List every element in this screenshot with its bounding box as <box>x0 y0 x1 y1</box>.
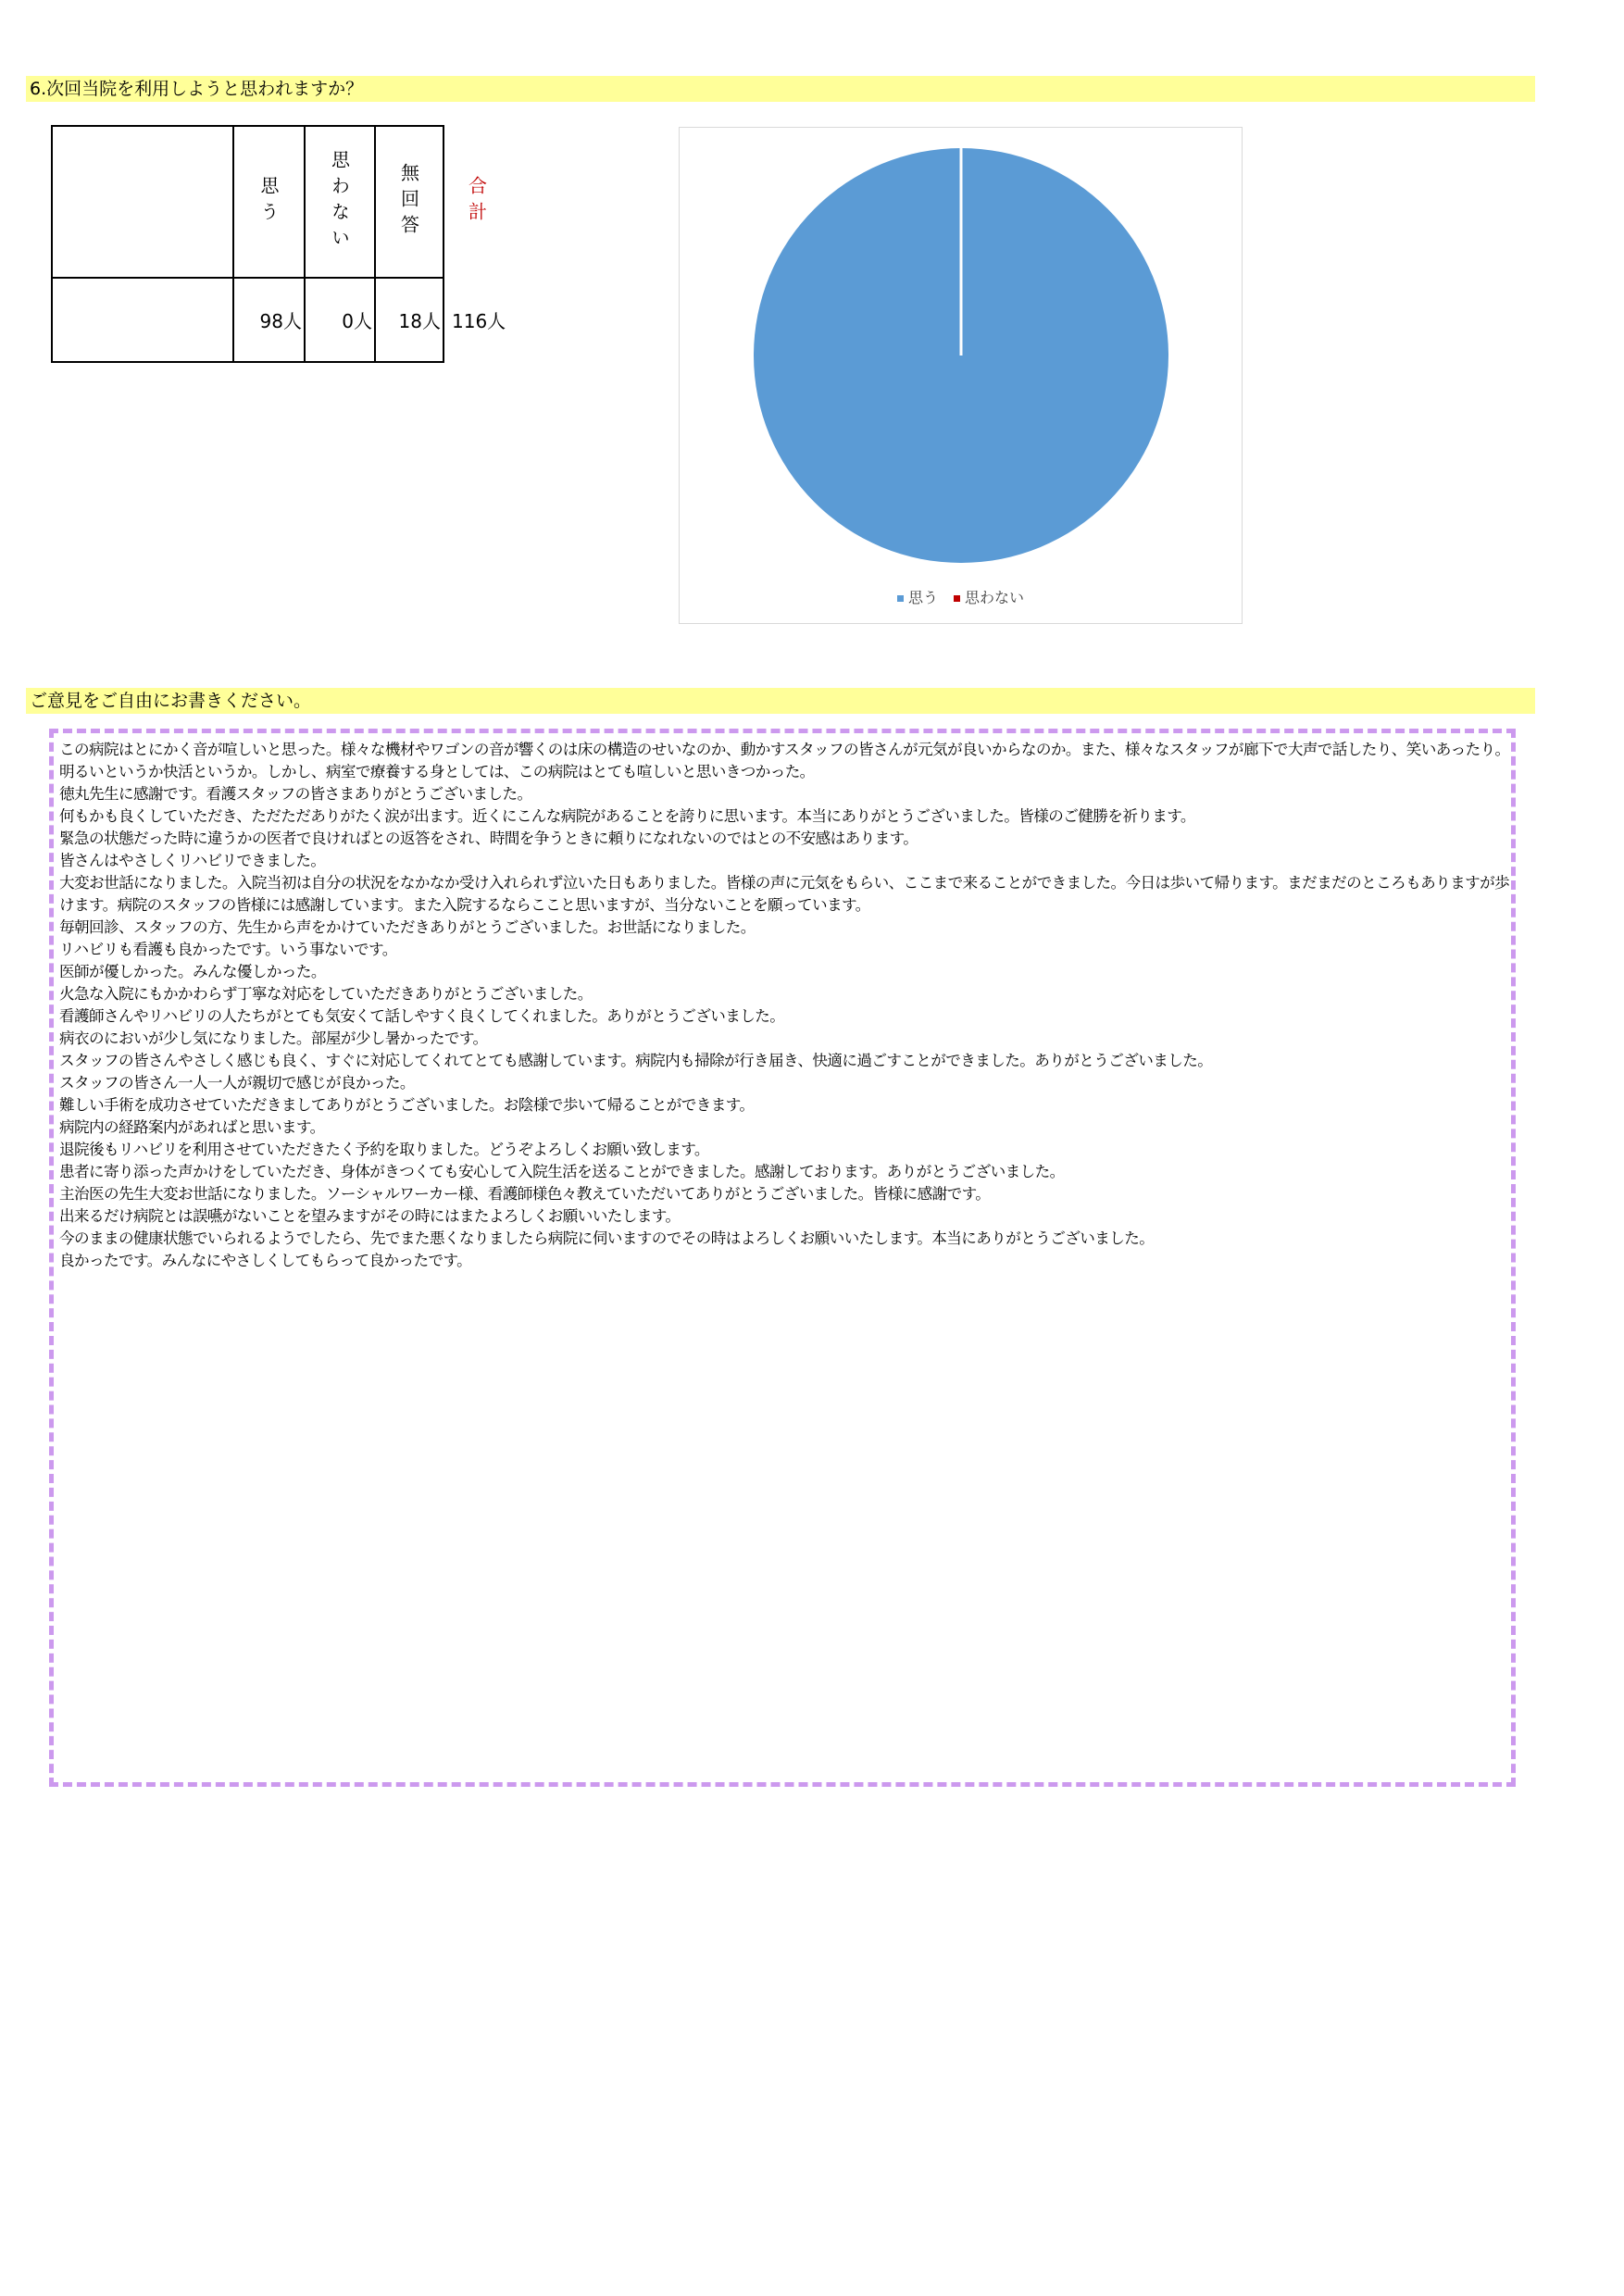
table-corner-cell <box>52 126 233 278</box>
comment-item: 出来るだけ病院とは誤嚥がないことを望みますがその時にはまたよろしくお願いいたします。 <box>59 1207 681 1225</box>
comment-list <box>54 733 1511 1272</box>
value-cell-disagree: 0人 <box>305 278 375 362</box>
header-cell-disagree: 思わない <box>305 126 375 278</box>
legend-swatch-agree <box>897 595 904 602</box>
chart-legend <box>680 586 1242 607</box>
legend-label-disagree: 思わない <box>965 589 1025 606</box>
value-cell-total: 116人 <box>452 310 506 332</box>
value-cell-agree: 98人 <box>233 278 305 362</box>
header-cell-agree: 思う <box>233 126 305 278</box>
comment-item: 大変お世話になりました。入院当初は自分の状況をなかなか受け入れられず泣いた日もありました。皆様の声に元気をもらい、ここまで来ることができました。今日は歩いて帰ります。まだまだのところもありますが歩けます。病院のスタッフの皆様には感謝しています。また入院するならここと思いますが、当分ないことを願っています。 <box>59 874 1510 914</box>
comment-item: 医師が優しかった。みんな優しかった。 <box>59 963 326 980</box>
header-cell-total: 合計 <box>465 176 488 228</box>
header-cell-no-answer: 無回答 <box>375 126 443 278</box>
pie-chart-plot <box>680 128 1242 581</box>
comment-item: 難しい手術を成功させていただきましてありがとうございました。お陰様で歩いて帰ることができます。 <box>59 1096 755 1114</box>
comment-item: スタッフの皆さんやさしく感じも良く、すぐに対応してくれてとても感謝しています。病院内も掃除が行き届き、快適に過ごすことができました。ありがとうございました。 <box>59 1052 1213 1069</box>
comment-item: 何もかも良くしていただき、ただただありがたく涙が出ます。近くにこんな病院があることを誇りに思います。本当にありがとうございました。皆様のご健勝を祈ります。 <box>59 807 1195 825</box>
comment-item: スタッフの皆さん一人一人が親切で感じが良かった。 <box>59 1074 415 1092</box>
comment-item: 徳丸先生に感謝です。看護スタッフの皆さまありがとうございました。 <box>59 785 532 803</box>
legend-swatch-disagree <box>954 595 960 602</box>
comments-box <box>49 729 1516 1787</box>
table-row-label-cell <box>52 278 233 362</box>
comment-item: 患者に寄り添った声かけをしていただき、身体がきつくても安心して入院生活を送ることができました。感謝しております。ありがとうございました。 <box>59 1163 1065 1180</box>
comment-item: 主治医の先生大変お世話になりました。ソーシャルワーカー様、看護師様色々教えていただいてありがとうございました。皆様に感謝です。 <box>59 1185 991 1203</box>
comment-item: 毎朝回診、スタッフの方、先生から声をかけていただきありがとうございました。お世話になりました。 <box>59 918 756 936</box>
comments-heading: ご意見をご自由にお書きください。 <box>26 688 1535 714</box>
legend-item-disagree <box>954 586 1024 607</box>
comment-item: 良かったです。みんなにやさしくしてもらって良かったです。 <box>59 1252 472 1269</box>
legend-item-agree <box>897 586 938 607</box>
response-count-table <box>51 125 511 363</box>
comment-item: 火急な入院にもかかわらず丁寧な対応をしていただきありがとうございました。 <box>59 985 593 1003</box>
table-value-row <box>52 278 510 362</box>
value-cell-no-answer: 18人 <box>375 278 443 362</box>
comment-item: 緊急の状態だった時に違うかの医者で良ければとの返答をされ、時間を争うときに頼りになれないのではとの不安感はあります。 <box>59 830 918 847</box>
comment-item: 病院内の経路案内があればと思います。 <box>59 1118 325 1136</box>
question-heading: 6.次回当院を利用しようと思われますか？ <box>26 76 1535 102</box>
pie-chart <box>679 127 1243 624</box>
comment-item: 病衣のにおいが少し気になりました。部屋が少し暑かったです。 <box>59 1029 488 1047</box>
comment-item: リハビリも看護も良かったです。いう事ないです。 <box>59 941 397 958</box>
comment-item: この病院はとにかく音が喧しいと思った。様々な機材やワゴンの音が響くのは床の構造のせいなのか、動かすスタッフの皆さんが元気が良いからなのか。また、様々なスタッフが廊下で大声で話したり、笑いあったり。明るいというか快活というか。しかし、病室で療養する身としては、この病院はとても喧しいと思いきつかった。 <box>59 741 1510 780</box>
comment-item: 看護師さんやリハビリの人たちがとても気安くて話しやすく良くしてくれました。ありがとうございました。 <box>59 1007 785 1025</box>
comment-item: 皆さんはやさしくリハビリできました。 <box>59 852 326 869</box>
comment-item: 今のままの健康状態でいられるようでしたら、先でまた悪くなりましたら病院に伺いますのでその時はよろしくお願いいたします。本当にありがとうございました。 <box>59 1229 1155 1247</box>
table-header-row <box>52 126 510 278</box>
legend-label-agree: 思う <box>907 589 938 606</box>
comment-item: 退院後もリハビリを利用させていただきたく予約を取りました。どうぞよろしくお願い致します。 <box>59 1141 709 1158</box>
